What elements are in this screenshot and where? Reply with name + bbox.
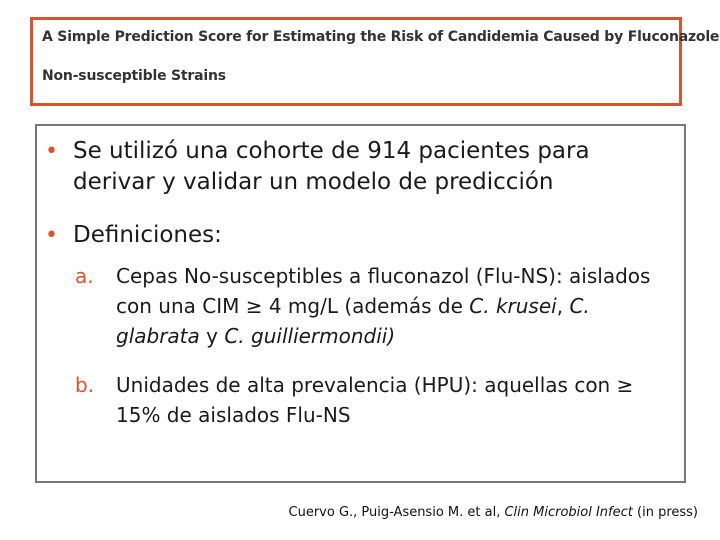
separator: , — [556, 294, 570, 318]
subitem-a — [75, 261, 676, 351]
bullet-marker: • — [45, 223, 58, 248]
subitem-marker: b. — [75, 373, 95, 397]
title-line-1: A Simple Prediction Score for Estimating the Risk of Candidemia Caused by Fluconazole — [42, 29, 720, 45]
bullet-text: Definiciones: — [73, 222, 222, 248]
species-glabrata: C. glabrata — [116, 294, 590, 348]
title-box — [30, 17, 720, 106]
content-box — [35, 124, 686, 483]
bullet-text: Se utilizó una cohorte de 914 pacientes para derivar y validar un modelo de predicción — [73, 138, 590, 195]
subitem-b — [75, 370, 676, 430]
species-guilliermondii: C. guilliermondii) — [224, 324, 396, 348]
species-krusei: C. krusei — [469, 294, 557, 318]
subitem-a-text: Cepas No-susceptibles a fluconazol (Flu-NS): aislados con una CIM ≥ 4 mg/L (además de — [116, 264, 651, 318]
citation-status: (in press) — [632, 505, 698, 520]
bullet-item-cohort — [45, 136, 673, 198]
bullet-item-definitions — [45, 220, 673, 251]
citation-journal: Clin Microbiol Infect — [504, 505, 633, 520]
bullet-marker: • — [45, 139, 58, 164]
subitem-marker: a. — [75, 264, 94, 288]
citation — [289, 505, 699, 520]
title-line-2: Non-susceptible Strains — [42, 68, 226, 84]
subitem-text — [116, 261, 676, 351]
subitem-text: Unidades de alta prevalencia (HPU): aquellas con ≥ 15% de aislados Flu-NS — [116, 373, 634, 427]
separator: y — [199, 324, 225, 348]
citation-authors: Cuervo G., Puig-Asensio M. et al, — [288, 505, 505, 520]
